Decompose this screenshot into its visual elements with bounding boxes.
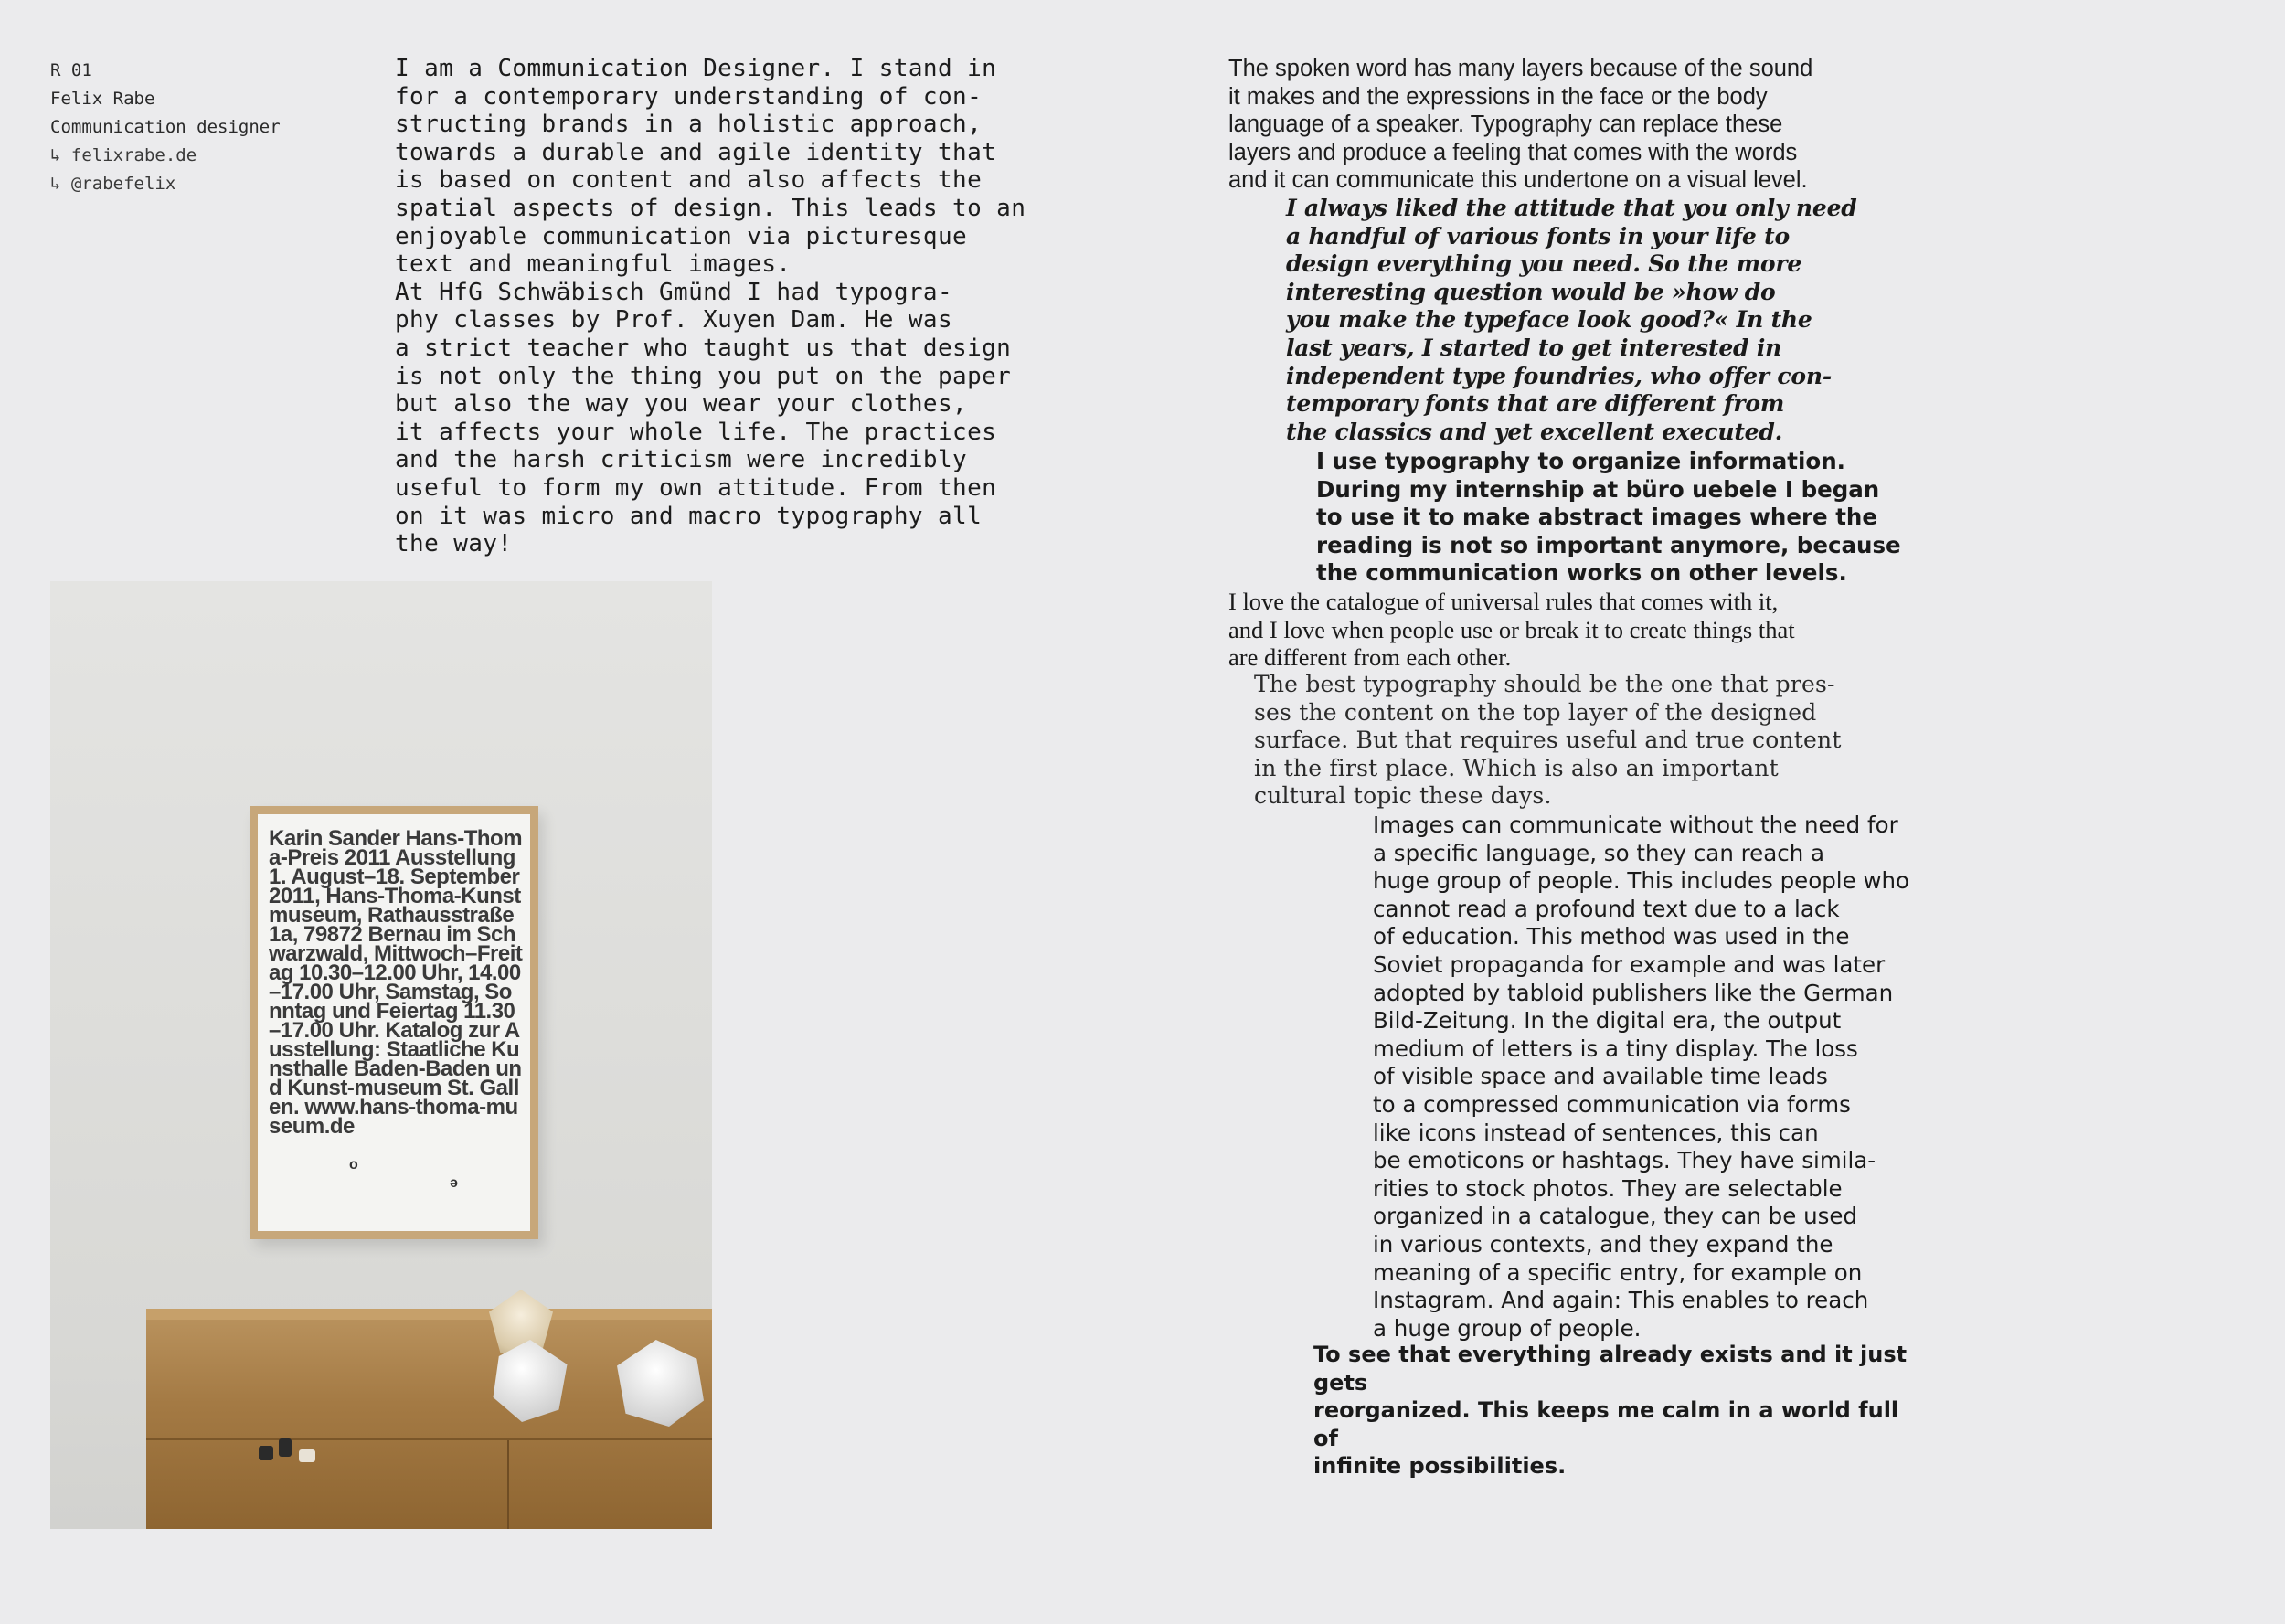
author-role: Communication designer xyxy=(50,117,281,137)
page-number: R 01 xyxy=(50,60,92,80)
website-link[interactable]: ↳ felixrabe.de xyxy=(50,145,197,165)
intro-paragraph-2: At HfG Schwäbisch Gmünd I had typogra- phy classes by Prof. Xuyen Dam. He was a strict teacher who taught us that design is not only the thing you put on the paper but also the way you wear your clothes, it affects your whole life. The practices and the harsh criticism were incredibly useful to form my own attitude. From then on it was micro and macro typography all the way! xyxy=(395,278,1012,558)
poster xyxy=(258,814,530,1231)
poster-text: Karin Sander Hans-Thoma-Preis 2011 Ausstellung 1. August–18. September 2011, Hans-Thoma-Kunstmuseum, Rathausstraße 1a, 79872 Bernau im Schwarzwald, Mittwoch–Freitag 10.30–12.00 Uhr, 14.00–17.00 Uhr, Samstag, Sonntag und Feiertag 11.30–17.00 Uhr. Katalog zur Ausstellung: Staatliche Kunsthalle Baden-Baden und Kunst-museum St. Gallen. www.hans-thoma-museum.de xyxy=(269,826,523,1139)
poster-frame xyxy=(250,806,538,1239)
essay-paragraph-spoken-word xyxy=(1228,55,1905,195)
poster-circle-icon: o xyxy=(349,1157,358,1173)
author-name: Felix Rabe xyxy=(50,89,155,109)
essay-paragraph-best-typography xyxy=(1254,671,1894,811)
essay-paragraph-rules xyxy=(1228,588,1905,672)
essay-paragraph-closing xyxy=(1313,1341,1908,1481)
interior-photo xyxy=(50,581,712,1529)
binder-clips xyxy=(259,1438,323,1475)
poster-glyph-icon: ə xyxy=(450,1175,458,1191)
social-handle-link[interactable]: ↳ @rabefelix xyxy=(50,174,176,194)
intro-text xyxy=(395,55,1071,558)
sideboard-drawer-split xyxy=(507,1440,509,1529)
essay-paragraph-fonts xyxy=(1286,195,1908,446)
essay-paragraph-images xyxy=(1373,812,1912,1343)
paragraph-text: To see that everything already exists and it just gets reorganized. This keeps me calm in a world full of infinite possibilities. xyxy=(1313,1342,1908,1480)
paragraph-text: The best typography should be the one that pres- ses the content on the top layer of the designed surface. But that requires useful and true content in the first place. Which is also an important cultural topic these days. xyxy=(1254,671,1842,810)
paragraph-text: I always liked the attitude that you only need a handful of various fonts in your life to design everything you need. So the more interesting question would be »how do you make the typeface look good?« In the last years, I started to get interested in independent type foundries, who offer con- temporary fonts that are different from the classics and yet excellent executed. xyxy=(1286,195,1857,445)
sideboard-drawer-line xyxy=(146,1438,712,1440)
paper-star-ornament xyxy=(489,1290,553,1353)
intro-paragraph-1: I am a Communication Designer. I stand in for a contemporary understanding of con- structing brands in a holistic approach, towards a durable and agile identity that is based on content and also affects the spatial aspects of design. This leads to an enjoyable communication via picturesque text and meaningful images. xyxy=(395,55,1026,279)
paragraph-text: The spoken word has many layers because of the sound it makes and the expressions in the face or the body language of a speaker. Typography can replace these layers and produce a feeling that comes with the words and it can communicate this undertone on a visual level. xyxy=(1228,56,1813,194)
author-meta xyxy=(50,57,281,198)
sideboard xyxy=(146,1320,712,1529)
paragraph-text: I use typography to organize information. During my internship at büro uebele I began to use it to make abstract images where the reading is not so important anymore, because the communication works on other levels. xyxy=(1316,448,1901,587)
essay-paragraph-organize xyxy=(1316,448,1901,588)
paragraph-text: I love the catalogue of universal rules that comes with it, and I love when people use or break it to create things that are different from each other. xyxy=(1228,588,1795,672)
paragraph-text: Images can communicate without the need for a specific language, so they can reach a huge group of people. This includes people who cannot read a profound text due to a lack of education. This method was used in the Soviet propaganda for example and was later adopted by tabloid publishers like the German Bild-Zeitung. In the digital era, the output medium of letters is a tiny display. The loss of visible space and available time leads to a compressed communication via forms like icons instead of sentences, this can be emoticons or hashtags. They have simila- rities to stock photos. They are selectable organized in a catalogue, they can be used in various contexts, and they expand the meaning of a specific entry, for example on Instagram. And again: This enables to reach a huge group of people. xyxy=(1373,812,1909,1342)
